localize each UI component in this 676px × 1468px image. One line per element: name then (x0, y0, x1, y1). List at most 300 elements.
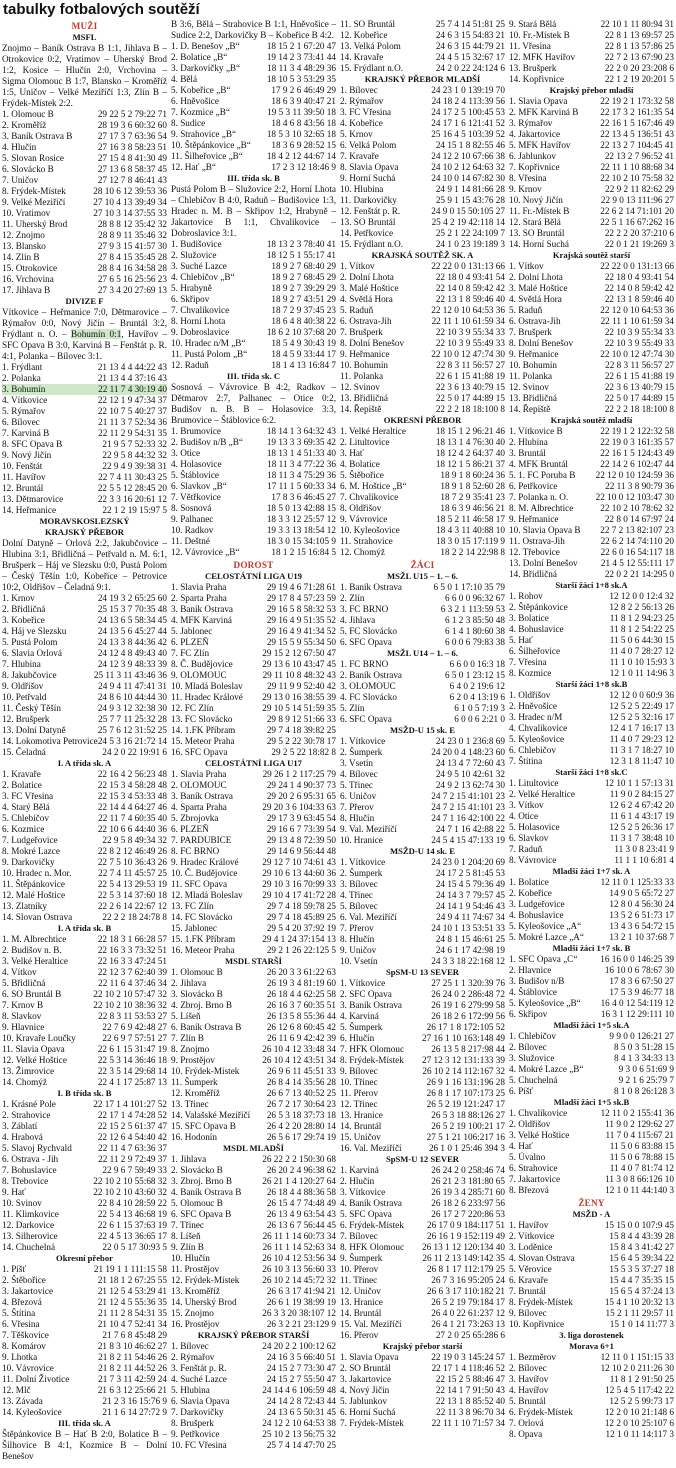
results-paragraph: Pustá Polom B – Služovice 2:2, Horní Lhota – Chlebičov B 4:0, Raduň – Budišovice 1:3, Hradec n. M. B – Skřipov 1:2, Hrabyně – Jakartovice B 1:1, Chvalíkovice – Dobroslavice 3:1. (171, 184, 336, 238)
table-row (2, 417, 167, 428)
team-stats: 22 16 4 2 56:23 48 (97, 769, 167, 779)
table-row (509, 1286, 674, 1297)
team-name: 14. Řepiště (509, 404, 551, 414)
team-stats: 11 6 1 4 43:17 19 (609, 811, 674, 821)
table-row (340, 228, 505, 239)
team-name: 7. Kozmice „B“ (171, 107, 230, 117)
team-stats: 26 11 1 14 60:73 34 (262, 1231, 336, 1241)
table-heading: DIVIZE F (65, 296, 104, 306)
table-row (340, 1286, 505, 1297)
team-stats: 11 8 1 2 91:50 25 (609, 1374, 674, 1384)
team-stats: 26 17 1 8 172:105 52 (426, 1022, 505, 1032)
table-row (2, 1154, 167, 1165)
team-name: 7. Raduň (509, 844, 543, 854)
team-stats: 11 7 0 4 115:67 21 (605, 1130, 674, 1140)
table-row (171, 1396, 336, 1407)
team-stats: 24 6 3 15 54:83 21 (435, 30, 505, 40)
team-name: 1. Chvalíkovice (509, 1108, 568, 1118)
table-row (2, 879, 167, 890)
team-stats: 29 5 4 20 37:92 19 (266, 923, 336, 933)
team-name: 2. SO Bruntál (340, 1363, 391, 1373)
team-name: 9. Hlavnice (2, 1022, 45, 1032)
table-row (171, 327, 336, 338)
team-stats: 18 13 2 3 78:40 41 (266, 239, 336, 249)
table-row (2, 1121, 167, 1132)
team-stats: 26 3 2 21 23:129 9 (266, 1319, 336, 1329)
team-stats: 8 4 1 3 34:33 13 (614, 1053, 674, 1063)
team-stats: 22 5 3 14 37:60 18 (97, 890, 167, 900)
team-name: 2. Bolatice „B“ (171, 52, 228, 62)
table-row (509, 910, 674, 921)
table-row (171, 1165, 336, 1176)
team-name: 10. FC Vřesina (171, 1440, 227, 1450)
table-row (340, 615, 505, 626)
team-name: 2. Kroměříž (2, 120, 47, 130)
team-stats: 11 5 0 6 83:88 15 (609, 1141, 674, 1151)
table-row (2, 868, 167, 879)
team-name: 9. Strahovice „B“ (171, 129, 237, 139)
team-name: 3. Havířov (509, 1374, 549, 1384)
team-name: 3. Malé Hoštice (509, 283, 568, 293)
team-name: 1. Budišovice (171, 239, 222, 249)
table-row (340, 1275, 505, 1286)
team-stats: 22 8 3 11 53:53 27 (98, 1011, 167, 1021)
team-stats: 21 12 4 5 55:36 35 (97, 1297, 167, 1307)
team-stats: 22 7 2 13 82:107 23 (600, 525, 674, 535)
team-stats: 9 3 0 6 51:69 9 (618, 1064, 674, 1074)
table-row (171, 437, 336, 448)
team-name: 1. Baník Ostrava (340, 582, 403, 592)
team-name: 7. Kopřivnice (509, 162, 560, 172)
table-row (340, 802, 505, 813)
team-stats: 24 17 2 5 81:45 53 (435, 868, 505, 878)
table-row (2, 1044, 167, 1055)
team-name: 7. Polanka n. O. (509, 492, 569, 502)
team-name: 3. Vítkovice (340, 1187, 386, 1197)
table-row (171, 1132, 336, 1143)
team-name: 3. Záblatí (2, 1121, 38, 1131)
team-stats: 6 2 0 4 13:19 6 (449, 692, 505, 702)
column-3 (340, 19, 505, 1468)
team-stats: 8 1 0 8 26:128 3 (614, 1086, 674, 1096)
table-row (171, 1440, 336, 1451)
table-row (171, 890, 336, 901)
table-row (171, 1385, 336, 1396)
table-row (340, 692, 505, 703)
team-name: 10. Kopřivnice (509, 1319, 565, 1329)
table-heading: Krajský přebor mladší (549, 85, 634, 95)
team-stats: 18 1 4 13 16:84 7 (271, 360, 336, 370)
team-stats: 22 0 1 21 19:269 3 (604, 239, 674, 249)
team-stats: 22 14 4 4 64:27 46 (97, 802, 167, 812)
table-row (2, 505, 167, 516)
team-name: 13. Žimrovice (2, 1066, 55, 1076)
team-name: 5. FC Slovácko (340, 626, 397, 636)
team-name: 2. Vítkovice (509, 1231, 555, 1241)
team-stats: 26 5 2 19 100:21 17 (431, 1121, 505, 1131)
table-row (340, 1363, 505, 1374)
table-row (509, 1264, 674, 1275)
team-name: 11. Uherský Brod (2, 219, 68, 229)
team-stats: 24 1 0 23 19:189 3 (435, 239, 505, 249)
team-stats: 26 13 4 9 63:54 43 (266, 1209, 336, 1219)
team-stats: 27 3 4 20 27:69 13 (97, 285, 167, 295)
team-stats: 26 6 3 17 110:182 21 (426, 1286, 505, 1296)
table-row (509, 1064, 674, 1075)
team-name: 8. Kozmice (509, 668, 552, 678)
table-row (171, 615, 336, 626)
table-heading: Starší žáci 1+8 sk.C (555, 767, 628, 777)
team-stats: 22 2 2 18 24:78 8 (102, 912, 167, 922)
team-stats: 24 23 1 0 139:19 70 (431, 85, 505, 95)
team-stats: 26 8 4 14 35:56 28 (266, 1077, 336, 1087)
team-name: 5. Pustá Polom (2, 637, 58, 647)
team-name: 5. Chlebičov (2, 813, 49, 823)
team-name: 11. Šilheřovice „B“ (171, 151, 243, 161)
team-name: 15. Frýdlant n.O. (340, 63, 404, 73)
column-4 (509, 19, 674, 1468)
table-heading: MSDL STARŠÍ (225, 956, 282, 966)
team-name: 7. Darkovičky (171, 1407, 224, 1417)
team-stats: 22 8 2 12 46:49 26 (97, 846, 167, 856)
table-row (171, 1341, 336, 1352)
team-name: 14. Zlín B (2, 252, 40, 262)
team-stats: 22 6 1 15 41:88 19 (604, 371, 674, 381)
table-heading: III. třída sk. A (58, 1418, 111, 1428)
team-stats: 24 10 1 13 53:51 33 (431, 923, 505, 933)
table-row (2, 252, 167, 263)
team-name: 8. FC BRNO (171, 846, 220, 856)
table-row (509, 1319, 674, 1330)
table-row (509, 1308, 674, 1319)
team-name: 10. Nový Jičín (509, 195, 563, 205)
team-stats: 22 18 3 1 66:28 57 (97, 934, 167, 944)
team-name: 7. FC Zlín (171, 648, 210, 658)
team-stats: 22 11 7 4 30:19 40 (98, 384, 167, 394)
team-stats: 21 7 6 8 45:48 29 (102, 1330, 167, 1340)
table-row (2, 483, 167, 494)
table-row (509, 1086, 674, 1097)
team-name: 3. Služovice (509, 1053, 555, 1063)
team-stats: 11 1 0 10 15:93 3 (609, 657, 674, 667)
team-name: 12. FC Zlín (171, 703, 214, 713)
table-row (2, 1374, 167, 1385)
team-name: 14. Petřkovice (340, 228, 394, 238)
table-row (2, 373, 167, 384)
team-name: 6. PLZEŇ (171, 637, 209, 647)
team-name: 5. Hať (509, 635, 533, 645)
team-stats: 18 6 3 9 46:56 21 (440, 503, 505, 513)
team-stats: 24 14 3 7 79:57 45 (435, 890, 505, 900)
team-stats: 28 8 4 16 34:58 28 (97, 263, 167, 273)
team-name: 6. Slavia Opava (171, 1396, 230, 1406)
team-stats: 18 9 2 7 68:45 29 (271, 272, 336, 282)
team-name: 9. Heřmanice (509, 514, 559, 524)
table-row-highlighted (2, 384, 167, 395)
column-2 (171, 19, 336, 1468)
team-stats: 22 13 1 8 85:52 40 (435, 1396, 505, 1406)
team-name: 10. Č. Budějovice (171, 868, 238, 878)
table-row (171, 85, 336, 96)
team-name: 12. Chomýž (340, 547, 385, 557)
team-name: 15. 1.FK Příbram (171, 934, 236, 944)
team-name: 6. Horní Suchá (340, 1407, 396, 1417)
team-stats: 18 4 3 11 40:88 10 (436, 525, 505, 535)
team-stats: 22 12 0 10 124:59 36 (595, 470, 674, 480)
team-name: 4. Vítkov (2, 967, 37, 977)
table-row (509, 360, 674, 371)
table-row (340, 1011, 505, 1022)
team-name: 12. Kroměříž (171, 1088, 220, 1098)
table-heading: Krajský přebor starší (382, 1341, 463, 1351)
team-name: 5. Jablunkov (340, 1396, 387, 1406)
team-name: 11. Polanka (509, 371, 553, 381)
team-name: 5. Úvalno (509, 1152, 546, 1162)
team-name: 3. Otice (171, 448, 201, 458)
team-stats: 15 2 1 11 29:57 11 (605, 1308, 674, 1318)
table-row (340, 626, 505, 637)
table-row (509, 855, 674, 866)
team-stats: 22 6 9 7 57:51 27 (102, 1033, 167, 1043)
table-row (2, 395, 167, 406)
table-row (171, 1286, 336, 1297)
team-name: 6. SFC Opava (340, 714, 392, 724)
table-row (509, 547, 674, 558)
team-name: 11. Fr.-Místek B (509, 206, 570, 216)
table-row (509, 470, 674, 481)
team-stats: 22 9 0 13 111:96 27 (600, 195, 674, 205)
team-stats: 22 10 2 10 43:60 32 (93, 1187, 167, 1197)
team-name: 15. Jablonec (171, 923, 217, 933)
team-stats: 12 6 2 4 67:42 20 (609, 800, 674, 810)
table-row (340, 118, 505, 129)
table-row (171, 140, 336, 151)
team-stats: 22 12 0 10 64:53 36 (600, 305, 674, 315)
team-name: 12. Mladá Boleslav (171, 890, 243, 900)
team-name: 1. Brumovice (171, 426, 222, 436)
team-stats: 22 2 2 20 37:210 6 (604, 228, 674, 238)
team-stats: 12 5 2 5 22:49 17 (609, 701, 674, 711)
team-stats: 11 3 1 7 18:27 10 (609, 745, 674, 755)
team-name: 6. Petřkovice (509, 481, 558, 491)
table-row (171, 1000, 336, 1011)
table-row (171, 1044, 336, 1055)
team-stats: 25 7 4 14 51:81 25 (435, 19, 505, 29)
team-stats: 29 16 6 7 73:39 54 (266, 824, 336, 834)
table-row (2, 791, 167, 802)
table-row (340, 879, 505, 890)
team-name: 3. Budišov n/B (509, 976, 565, 986)
table-row (340, 1264, 505, 1275)
team-stats: 22 3 3 16 20:61 12 (97, 494, 167, 504)
table-row (2, 186, 167, 197)
table-row (171, 261, 336, 272)
team-stats: 24 16 3 5 66:40 51 (266, 1352, 336, 1362)
results-paragraph: Štěpánkovice B – Hať B 2:0, Bolatice B – Šilhovice B 4:1, Kozmice B – Dolní Benešov (2, 1429, 167, 1461)
team-stats: 18 2 2 14 22:98 8 (440, 547, 505, 557)
table-row (340, 1044, 505, 1055)
table-row (509, 393, 674, 404)
team-stats: 18 5 0 13 42:88 15 (266, 503, 336, 513)
team-name: 16. Prostějov (171, 1319, 220, 1329)
team-stats: 26 17 0 9 184:117 51 (426, 1220, 505, 1230)
team-name: 10. Fr.-Místek B (509, 30, 570, 40)
team-name: 7. Zlín B (171, 1033, 204, 1043)
team-stats: 24 5 4 15 47:133 19 (431, 835, 505, 845)
team-name: 5. Třinec (340, 780, 373, 790)
team-name: 10. Bohumín (509, 360, 557, 370)
team-stats: 22 2 6 14 22:67 12 (97, 901, 167, 911)
table-row (509, 657, 674, 668)
team-name: 1. Rohov (509, 591, 543, 601)
team-stats: 29 11 10 8 48:32 43 (262, 670, 336, 680)
team-name: 7. Chvalíkovice (171, 305, 230, 315)
table-row (171, 637, 336, 648)
team-stats: 12 4 1 7 16:17 13 (609, 723, 674, 733)
team-stats: 18 11 3 4 75:29 36 (267, 470, 336, 480)
table-row (340, 316, 505, 327)
table-row (340, 19, 505, 30)
table-row (509, 1297, 674, 1308)
table-heading: OKRESNÍ PŘEBOR (383, 415, 462, 425)
table-row (509, 987, 674, 998)
team-stats: 19 5 3 11 39:50 18 (267, 107, 336, 117)
table-row (340, 1121, 505, 1132)
team-name: 15. Frýdlant n.O. (340, 239, 404, 249)
table-row (171, 868, 336, 879)
team-name: 4. FC Slovácko (340, 692, 397, 702)
team-name: 12. Kobeřice (340, 30, 388, 40)
table-row (340, 934, 505, 945)
team-name: 5. Věrovice (509, 1264, 552, 1274)
team-name: 4. Hrabová (2, 1132, 43, 1142)
table-row (509, 1363, 674, 1374)
team-stats: 24 3 3 18 22:168 12 (431, 956, 505, 966)
team-name: 14. Břidličná (509, 569, 557, 579)
team-name: 9. Heřmanice (340, 349, 390, 359)
team-name: 1. SFC Opava „C“ (509, 954, 578, 964)
team-stats: 8 5 0 3 51:28 15 (614, 1042, 674, 1052)
team-name: 8. Horní Lhota (171, 316, 226, 326)
table-row (509, 558, 674, 569)
team-name: 13. Třinec (171, 1099, 209, 1109)
table-row (509, 129, 674, 140)
team-name: 3. Bolatice (509, 613, 549, 623)
table-row (340, 868, 505, 879)
team-stats: 24 13 5 6 45:27 44 (97, 626, 167, 636)
team-name: 4. Světlá Hora (340, 294, 393, 304)
team-stats: 25 4 2 19 42:118 14 (431, 217, 505, 227)
team-name: 14. Slovan Ostrava (2, 912, 73, 922)
team-stats: 22 10 2 10 78:62 32 (600, 503, 674, 513)
team-stats: 22 14 1 7 91:50 43 (435, 1385, 505, 1395)
table-row (171, 934, 336, 945)
team-name: 9. Bílovec (340, 1066, 378, 1076)
team-name: 14. Heřmanice (2, 505, 57, 515)
team-stats: 26 21 2 3 181:80 65 (431, 1176, 505, 1186)
table-row (340, 604, 505, 615)
table-row (509, 206, 674, 217)
table-row (340, 1022, 505, 1033)
team-stats: 22 11 7 4 60:35 40 (98, 813, 167, 823)
team-name: 13. Blansko (2, 241, 46, 251)
team-stats: 22 7 4 11 45:57 25 (98, 868, 167, 878)
team-name: 1. Vítkovice (340, 978, 386, 988)
table-row (2, 857, 167, 868)
team-stats: 14 9 0 5 65:72 27 (609, 888, 674, 898)
team-name: 5. Bruntál (509, 1396, 546, 1406)
team-stats: 24 6 3 15 44:79 21 (435, 41, 505, 51)
team-stats: 22 10 1 11 80:94 31 (600, 19, 674, 29)
team-stats: 25 7 6 12 31:52 25 (97, 725, 167, 735)
table-row (171, 118, 336, 129)
team-name: 12. Stará Bělá (509, 217, 561, 227)
team-name: 3. Ludgeřovice (509, 899, 565, 909)
team-name: 12. Znojmo (2, 230, 45, 240)
table-row (509, 1152, 674, 1163)
team-name: 7. Orlová (509, 1418, 544, 1428)
table-row (509, 1275, 674, 1286)
team-stats: 22 17 1 4 74:28 52 (97, 1110, 167, 1120)
table-row (2, 142, 167, 153)
team-stats: 29 20 2 6 95:31 65 (266, 791, 336, 801)
team-name: 3. Bohumín (2, 384, 46, 394)
team-stats: 6 5 0 1 23:12 15 (445, 670, 505, 680)
table-row (509, 41, 674, 52)
team-stats: 29 7 4 18 39:82 25 (266, 725, 336, 735)
team-name: 1. Kravaře (2, 769, 41, 779)
table-heading: SpSM-U 12 SEVER (385, 1154, 460, 1164)
team-stats: 22 5 5 12 28:45 20 (97, 483, 167, 493)
table-row (171, 989, 336, 1000)
team-stats: 22 11 1 10 71:57 34 (431, 1418, 505, 1428)
team-stats: 22 9 5 8 44:32 32 (102, 450, 167, 460)
columns (2, 19, 674, 1468)
team-stats: 29 20 3 6 104:33 63 (262, 802, 336, 812)
team-name: 4. Nový Jičín (340, 1385, 390, 1395)
team-stats: 22 15 3 4 53:33 48 (97, 791, 167, 801)
team-stats: 21 19 1 1 111:15 58 (93, 1264, 167, 1274)
table-row (171, 239, 336, 250)
team-stats: 28 10 6 12 39:53 36 (93, 186, 167, 196)
team-stats: 24 14 2 8 72:43 44 (266, 1396, 336, 1406)
team-stats: 24 13 6 5 50:31 45 (266, 1407, 336, 1417)
team-name: 9. OLOMOUC (171, 670, 227, 680)
team-name: 15. Val. Meziříčí (340, 1319, 402, 1329)
table-row (171, 1429, 336, 1440)
team-name: 1. Slavia Praha (171, 769, 227, 779)
team-name: 13. SO Bruntál (509, 228, 565, 238)
team-name: 3. Baník Ostrava (340, 1000, 403, 1010)
table-row (509, 800, 674, 811)
team-stats: 11 4 0 7 81:74 12 (609, 1163, 674, 1173)
table-row (2, 1099, 167, 1110)
table-row (2, 1330, 167, 1341)
table-row (509, 1253, 674, 1264)
table-row (340, 747, 505, 758)
table-row (509, 1108, 674, 1119)
team-stats: 26 8 1 17 112:179 25 (426, 1264, 505, 1274)
team-name: 3. Jakartovice (340, 1374, 392, 1384)
team-name: 9. Uničov (340, 945, 377, 955)
table-row (171, 74, 336, 85)
team-stats: 26 18 4 4 88:36 58 (266, 1187, 336, 1197)
team-name: 8. Frýdek-Místek (2, 186, 66, 196)
team-stats: 12 10 1 1 57:13 31 (604, 778, 674, 788)
team-stats: 22 10 2 10 38:36 32 (93, 1000, 167, 1010)
team-name: 4. Bohuslavice (509, 624, 564, 634)
table-row (340, 956, 505, 967)
